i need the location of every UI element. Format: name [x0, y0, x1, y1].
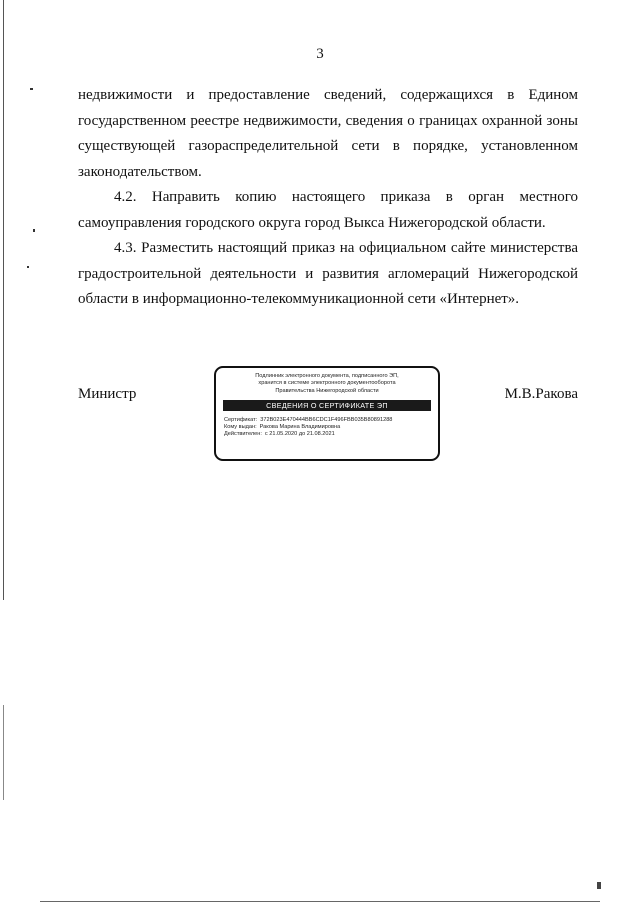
paragraph-4-2	[78, 185, 578, 236]
certificate-row	[224, 417, 438, 424]
stamp-header: СВЕДЕНИЯ О СЕРТИФИКАТЕ ЭП	[223, 400, 431, 411]
validity-value: с 21.05.2020 до 21.08.2021	[264, 431, 335, 438]
stamp-details	[224, 417, 438, 439]
electronic-signature-stamp	[214, 366, 440, 461]
stamp-notice-line: хранится в системе электронного документооборота	[258, 380, 396, 387]
stamp-notice-line: Правительства Нижегородской области	[275, 387, 379, 394]
signer-position: Министр	[78, 386, 137, 402]
scan-speck	[27, 266, 29, 268]
validity-label: Действителен:	[224, 431, 262, 438]
signature-block	[0, 360, 640, 470]
scan-edge-line	[3, 705, 4, 800]
scan-speck	[30, 88, 33, 90]
text-line: градостроительной деятельности и развития агломераций Нижегородской	[78, 265, 578, 282]
text-line: недвижимости и предоставление сведений, содержащихся в Едином	[78, 87, 578, 103]
signer-name: М.В.Ракова	[504, 386, 578, 402]
text-line: существующей газораспределительной сети в порядке, установленном	[78, 138, 578, 154]
validity-row	[224, 431, 438, 438]
scan-edge-line	[3, 0, 4, 600]
issued-to-label: Кому выдан:	[224, 424, 257, 431]
scan-speck	[33, 229, 35, 232]
certificate-label: Сертификат:	[224, 416, 258, 423]
text-line: 4.2. Направить копию настоящего приказа в орган местного	[114, 189, 578, 205]
stamp-notice	[216, 373, 438, 395]
document-body	[78, 83, 578, 313]
certificate-value: 372B023E470444BB6CDC1F496FBB035B80891288	[260, 416, 393, 423]
stamp-notice-line: Подлинник электронного документа, подписанного ЭП,	[255, 373, 399, 379]
text-line: 4.3. Разместить настоящий приказ на официальном сайте министерства	[114, 240, 578, 256]
text-line: государственном реестре недвижимости, сведения о границах охранной зоны	[78, 112, 578, 129]
paragraph-continuation	[78, 83, 578, 185]
issued-to-value: Ракова Марина Владимировна	[259, 424, 341, 431]
scan-speck	[597, 882, 601, 889]
scan-edge-line	[40, 901, 600, 902]
page-number: 3	[316, 46, 324, 62]
paragraph-4-3	[78, 236, 578, 313]
text-line: самоуправления городского округа город Выкса Нижегородской области.	[78, 214, 546, 231]
text-line: области в информационно-телекоммуникационной сети «Интернет».	[78, 291, 520, 307]
text-line: законодательством.	[78, 163, 202, 180]
